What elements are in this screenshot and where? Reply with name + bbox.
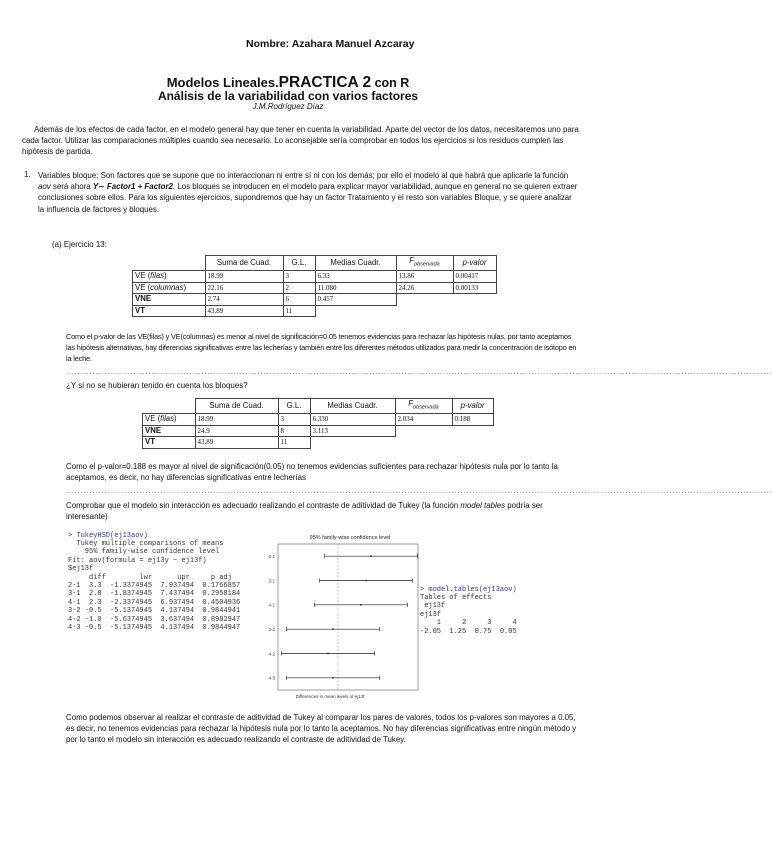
row-label: VT	[133, 305, 206, 317]
intro-paragraph: Además de los efectos de cada factor, en el modelo general hay que tener en cuenta la variabilidad. Aparte del vector de los datos, necesitaremos uno para cada factor. Utilizar las comparaciones múltiples cuando sea necesario. Lo aconsejable sería comprobar en todos los ejercicios si los residuos cumplen las hipótesis de partida.	[22, 125, 579, 157]
table-row	[143, 425, 494, 437]
y-tick-label: 4-1	[268, 602, 275, 608]
row-label: VNE	[133, 294, 206, 306]
cell: 0.00417	[453, 271, 496, 283]
table-row	[143, 437, 494, 449]
col-header: p-valor	[452, 399, 493, 414]
model-tables-output	[420, 594, 517, 636]
title-suffix: con R	[371, 76, 410, 90]
item-number: 1.	[24, 170, 31, 179]
cell: 0.457	[315, 294, 396, 306]
console-line: Tukey multiple comparisons of means	[68, 540, 224, 548]
cell: 2.74	[205, 294, 283, 306]
row-label: VT	[143, 437, 196, 449]
col-header-f-sub: observada	[414, 261, 440, 268]
console-line: 3-2 -0.5 -5.1374945 4.137494 0.9844941	[68, 607, 241, 616]
cell: 18.99	[195, 414, 278, 426]
col-header: p-valor	[453, 256, 496, 271]
table-row	[133, 294, 497, 306]
conclusion-1: Como el p-valor de las VE(filas) y VE(columnas) es menor al nivel de significación=0.05 tenemos evidencias para rechazar las hipótesis nulas, por tanto aceptamos las hipótesis alternativas, hay diferencias significativas entre las lecherías y también entre los diferentes métodos utilizados para medir la concentración de isótopo en la leche.	[66, 332, 577, 364]
chart-title: 95% family-wise confidence level	[309, 535, 391, 541]
question-blocks: ¿Y si no se hubieran tenido en cuenta los bloques?	[66, 381, 248, 390]
y-tick-label: 3-1	[268, 578, 275, 584]
r-command-tukey: > TukeyHSD(ej13aov)	[68, 532, 148, 540]
console-line: -2.05 1.25 0.75 0.05	[420, 627, 517, 636]
diff-point	[327, 653, 329, 655]
cell: 13.86	[396, 271, 453, 283]
y-tick-label: 4-2	[268, 651, 275, 657]
col-header-f: $F_{observada}$	[395, 399, 452, 414]
cell: 43.89	[205, 305, 283, 317]
code-model-tables: model tables	[460, 501, 506, 510]
exercise-label: (a) Ejercicio 13:	[52, 240, 107, 249]
tukey-question: Comprobar que el modelo sin interacción es adecuado realizando el contraste de aditividad de Tukey (la función model tables podría ser interesante)	[66, 501, 543, 522]
cell: 2.034	[395, 414, 452, 426]
y-tick-label: 3-2	[268, 626, 275, 632]
item1-paragraph	[38, 170, 580, 215]
diff-point	[365, 580, 367, 582]
cell: 3	[283, 271, 315, 283]
console-line: ej13f	[420, 602, 446, 611]
item1-formula: Y∼ Factor1 + Factor2	[92, 182, 173, 192]
col-header: Suma de Cuad.	[205, 256, 283, 271]
col-header-f-letter: F	[409, 256, 415, 265]
col-header-f	[396, 256, 453, 271]
x-axis-label: Differences in mean levels of ej13f	[295, 694, 365, 699]
chart-marks	[268, 544, 417, 690]
col-header: Medias Cuadr.	[315, 256, 396, 271]
diff-point	[370, 555, 372, 557]
cell: 0.188	[452, 414, 493, 426]
table-row	[133, 305, 497, 317]
row-label: VE (filas)	[143, 414, 196, 426]
dotted-separator: ................................................................................................................................................................................................................................................	[66, 369, 773, 376]
item1-code-aov: aov	[38, 182, 51, 192]
cell: 8	[278, 425, 310, 437]
anova-table-noblocks	[142, 398, 494, 449]
y-tick-label: 4-3	[268, 675, 275, 681]
console-line: $ej13f	[68, 565, 94, 574]
item1-text-a: Variables bloque: Son factores que se supone que no interaccionan ni entre sí ni con los demás; por ello el modelo al que habrá que aplicarle la función	[38, 171, 569, 180]
table-header-row	[143, 399, 494, 414]
cell: 6	[283, 294, 315, 306]
dotted-separator: ................................................................................................................................................................................................................................................	[66, 488, 773, 495]
anova-table-blocks	[132, 255, 497, 317]
table-row	[133, 271, 497, 283]
col-header: G.L.	[278, 399, 310, 414]
cell: 11	[283, 305, 315, 317]
row-label: VNE	[143, 425, 196, 437]
diff-point	[332, 628, 334, 630]
table-header-row	[133, 256, 497, 271]
cell: 3	[278, 414, 310, 426]
conclusion-2: Como el p-valor=0.188 es mayor al nivel de significación(0.05) no tenemos evidencias suficientes para rechazar hipótesis nula por lo tanto la aceptamos, es decir, no hay diferencias significativas entre lecherías	[66, 462, 558, 483]
y-tick-label: 2-1	[268, 553, 275, 559]
cell: 2	[283, 282, 315, 294]
item1-text-b: será ahora	[50, 182, 93, 192]
tukey-chart	[258, 530, 418, 702]
cell: 0.00133	[453, 282, 496, 294]
cell: 24.9	[195, 425, 278, 437]
r-console-output	[68, 540, 240, 632]
console-line: 4-1 2.3 -2.3374945 6.937494 0.4504936	[68, 598, 241, 607]
final-conclusion: Como podemos observar al realizar el contraste de aditividad de Tukey al comparar los pares de valores, todos los p-valores son mayores a 0.05, es decir, no tenemos evidencias para rechazar la hipótesis nula por lo tanto la aceptamos. No hay diferencias significativas entre ningún método y por lo tanto el modelo sin interacción es adecuado realizando el contraste de aditividad de Tukey.	[66, 713, 577, 745]
title-practica: PRACTICA 2	[278, 74, 372, 91]
cell: 3.113	[310, 425, 395, 437]
title-prefix: Modelos Lineales.	[166, 75, 279, 90]
console-line: 1 2 3 4	[420, 619, 517, 628]
cell: 43.89	[195, 437, 278, 449]
cell: 11	[278, 437, 310, 449]
console-line: 4-3 -0.5 -5.1374945 4.137494 0.9844947	[68, 624, 241, 633]
console-line: 2-1 3.3 -1.3374945 7.937494 0.1766857	[68, 582, 241, 591]
cell: 22.16	[205, 282, 283, 294]
console-line: ej13f	[420, 610, 442, 619]
r-command-model-tables: > model.tables(ej13aov)	[420, 586, 517, 594]
row-label: VE (columnas)	[133, 282, 206, 294]
cell: 6.33	[315, 271, 396, 283]
item1-text-c: . Los bloques se introducen en el modelo para explicar mayor variabilidad, aunque en general no se quieren extraer conclusiones sobre ellos. Para los siguientes ejercicios, supondremos que hay un factor Tratamiento y el resto son variables Bloque, y se quiere analizar la influencia de factores y bloques.	[38, 182, 578, 214]
cell: 18.99	[205, 271, 283, 283]
plot-frame	[278, 544, 418, 690]
col-header: Suma de Cuad.	[195, 399, 278, 414]
console-line: diff lwr upr p adj	[68, 573, 232, 582]
cell: 11.080	[315, 282, 396, 294]
row-label: VE (filas)	[133, 271, 206, 283]
student-name: Nombre: Azahara Manuel Azcaray	[246, 38, 415, 50]
col-header: Medias Cuadr.	[310, 399, 395, 414]
console-line: Tables of effects	[420, 594, 492, 602]
page-subtitle: Análisis de la variabilidad con varios factores	[157, 89, 419, 103]
cell: 24.26	[396, 282, 453, 294]
diff-point	[332, 677, 334, 679]
console-line: 95% family-wise confidence level	[68, 548, 220, 557]
author: J.M.Rodríguez Díaz	[252, 102, 324, 111]
console-line: 4-2 -1.0 -5.6374945 3.637494 0.8982947	[68, 615, 241, 624]
col-header: G.L.	[283, 256, 315, 271]
table-row	[133, 282, 497, 294]
cell: 6.330	[310, 414, 395, 426]
table-row	[143, 414, 494, 426]
console-line: 3-1 2.8 -1.8374945 7.437494 0.2958184	[68, 590, 241, 599]
diff-point	[360, 604, 362, 606]
console-line: Fit: aov(formula = ej13y ~ ej13f)	[68, 556, 207, 565]
